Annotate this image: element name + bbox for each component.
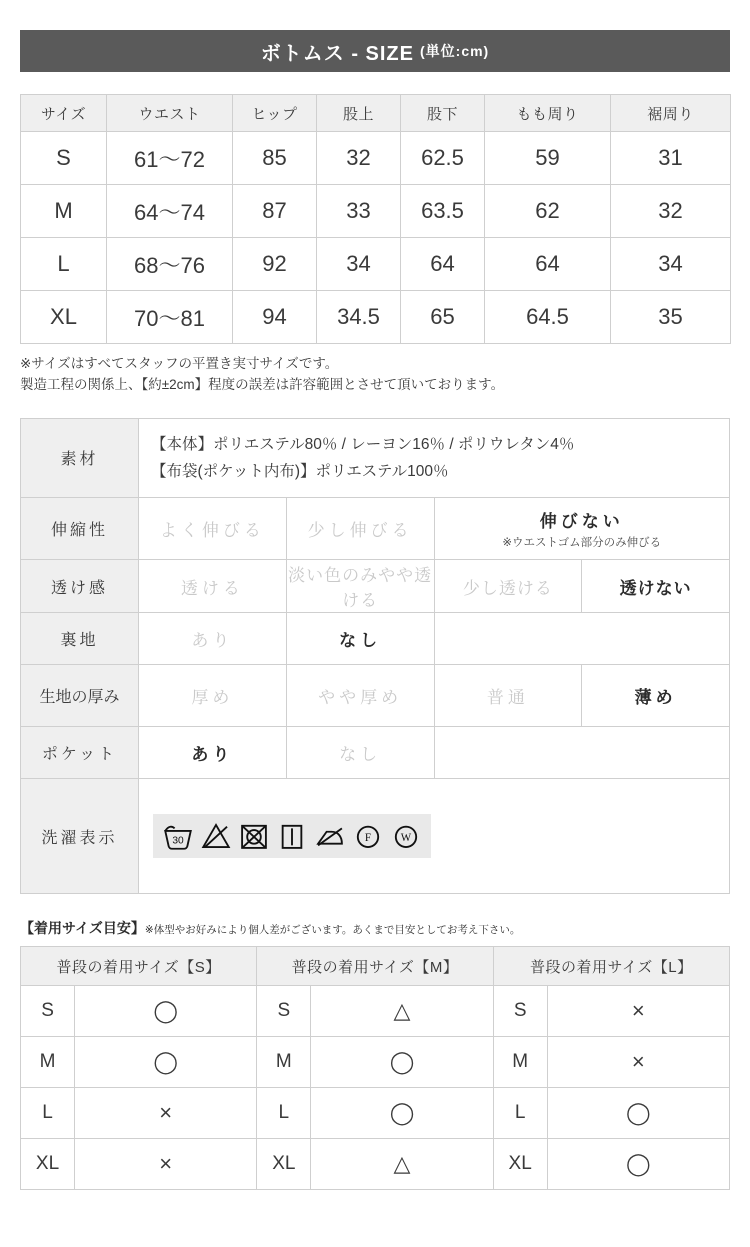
spec-label-material: 素材 [21, 418, 139, 497]
guide-size-label: XL [21, 1139, 75, 1190]
guide-fit-mark: △ [311, 986, 493, 1037]
lining-option-no-label: なし [339, 631, 382, 651]
col-header-waist: ウエスト [107, 95, 233, 132]
guide-size-label: XL [257, 1139, 311, 1190]
cell-waist: 68〜76 [107, 238, 233, 291]
stretch-option-none-label: 伸びない [539, 512, 624, 532]
sheer-option-none [582, 560, 730, 613]
stretch-option-much [139, 498, 287, 560]
guide-group-header-s: 普段の着用サイズ【S】 [21, 947, 257, 986]
cell-hem: 34 [611, 238, 731, 291]
guide-size-label: L [493, 1088, 547, 1139]
bleach-no-icon [199, 819, 233, 853]
note-line-2: 製造工程の関係上、【約±2cm】程度の誤差は許容範囲とさせて頂いております。 [20, 376, 505, 392]
cell-waist: 61〜72 [107, 132, 233, 185]
spec-label-pocket: ポケット [21, 727, 139, 779]
lining-option-yes-label: あり [191, 631, 234, 651]
spec-row-lining [21, 613, 730, 665]
guide-group-header-l: 普段の着用サイズ【L】 [493, 947, 729, 986]
sheer-option-light-color [286, 560, 434, 613]
guide-fit-mark: ◯ [75, 986, 257, 1037]
stretch-note: ※ウエストゴム部分のみ伸びる [502, 537, 662, 550]
cell-size: M [21, 185, 107, 238]
cell-hip: 87 [233, 185, 317, 238]
laundry-symbol-strip [153, 814, 431, 858]
guide-size-label: L [21, 1088, 75, 1139]
wearing-guide-note: ※体型やお好みにより個人差がございます。あくまで目安としてお考え下さい。 [144, 924, 521, 937]
guide-fit-mark: × [547, 986, 729, 1037]
cell-thigh: 64 [485, 238, 611, 291]
table-header-row [21, 95, 731, 132]
cell-size: S [21, 132, 107, 185]
spec-row-stretch [21, 498, 730, 560]
thickness-option-somewhat-thick [286, 665, 434, 727]
stretch-option-much-label: よく伸びる [159, 521, 265, 541]
cell-thigh: 62 [485, 185, 611, 238]
sheer-option-none-label: 透けない [619, 578, 692, 598]
guide-size-label: S [257, 986, 311, 1037]
svg-text:F: F [364, 832, 372, 845]
sheer-option-light-color-label: 淡い色のみやや透ける [288, 566, 433, 611]
cell-size: L [21, 238, 107, 291]
spec-label-laundry: 洗濯表示 [21, 779, 139, 894]
cell-hip: 92 [233, 238, 317, 291]
table-row [21, 291, 731, 344]
col-header-inseam: 股下 [401, 95, 485, 132]
size-spec-page [0, 30, 750, 1247]
guide-size-label: XL [493, 1139, 547, 1190]
thickness-option-thick [139, 665, 287, 727]
measurement-notes [20, 354, 730, 396]
guide-fit-mark: × [75, 1088, 257, 1139]
guide-fit-mark: ◯ [311, 1037, 493, 1088]
cell-rise: 34 [317, 238, 401, 291]
cell-thigh: 64.5 [485, 291, 611, 344]
guide-fit-mark: × [547, 1037, 729, 1088]
spec-label-sheer: 透け感 [21, 560, 139, 613]
guide-fit-mark: ◯ [311, 1088, 493, 1139]
guide-fit-mark: ◯ [547, 1139, 729, 1190]
cell-waist: 70〜81 [107, 291, 233, 344]
page-title-unit: (単位:cm) [420, 43, 490, 59]
sheer-option-sheer-label: 透ける [180, 578, 244, 598]
cell-hem: 31 [611, 132, 731, 185]
spec-label-stretch: 伸縮性 [21, 498, 139, 560]
spec-value-laundry [139, 779, 730, 894]
col-header-hip: ヒップ [233, 95, 317, 132]
sheer-option-slight-label: 少し透ける [462, 578, 553, 598]
cell-inseam: 63.5 [401, 185, 485, 238]
thickness-option-thin-label: 薄め [634, 688, 677, 708]
lining-option-yes [139, 613, 287, 665]
svg-text:W: W [400, 832, 412, 845]
wet-clean-w-icon [389, 819, 423, 853]
cell-hem: 32 [611, 185, 731, 238]
spec-label-lining: 裏地 [21, 613, 139, 665]
guide-header-row [21, 947, 730, 986]
table-row [21, 185, 731, 238]
cell-inseam: 62.5 [401, 132, 485, 185]
material-line-2: 【布袋(ポケット内布)】ポリエステル100％ [151, 462, 449, 480]
guide-row [21, 986, 730, 1037]
col-header-size: サイズ [21, 95, 107, 132]
dryclean-f-icon [351, 819, 385, 853]
page-title: ボトムス - SIZE [260, 42, 414, 65]
cell-size: XL [21, 291, 107, 344]
tumble-dry-no-icon [237, 819, 271, 853]
cell-rise: 33 [317, 185, 401, 238]
stretch-option-slight [286, 498, 434, 560]
cell-rise: 32 [317, 132, 401, 185]
table-row [21, 238, 731, 291]
sheer-option-slight [434, 560, 582, 613]
stretch-option-slight-label: 少し伸びる [307, 521, 413, 541]
spec-row-pocket [21, 727, 730, 779]
thickness-option-thin [582, 665, 730, 727]
spec-row-sheer [21, 560, 730, 613]
thickness-option-normal-label: 普通 [486, 688, 529, 708]
wearing-size-guide-table [20, 946, 730, 1190]
col-header-thigh: もも周り [485, 95, 611, 132]
guide-size-label: M [21, 1037, 75, 1088]
thickness-option-normal [434, 665, 582, 727]
wearing-guide-heading [20, 918, 730, 938]
pocket-option-no-label: なし [339, 745, 382, 765]
guide-fit-mark: ◯ [75, 1037, 257, 1088]
guide-fit-mark: △ [311, 1139, 493, 1190]
guide-row [21, 1139, 730, 1190]
guide-fit-mark: ◯ [547, 1088, 729, 1139]
spec-row-material [21, 418, 730, 497]
guide-row [21, 1088, 730, 1139]
size-measurement-table [20, 94, 731, 344]
thickness-option-thick-label: 厚め [191, 688, 234, 708]
cell-waist: 64〜74 [107, 185, 233, 238]
iron-no-icon [313, 819, 347, 853]
material-line-1: 【本体】ポリエステル80％ / レーヨン16％ / ポリウレタン4％ [151, 435, 575, 453]
cell-inseam: 64 [401, 238, 485, 291]
cell-hip: 94 [233, 291, 317, 344]
wash-tub-30-icon [161, 819, 195, 853]
spec-row-thickness [21, 665, 730, 727]
guide-fit-mark: × [75, 1139, 257, 1190]
sheer-option-sheer [139, 560, 287, 613]
cell-thigh: 59 [485, 132, 611, 185]
thickness-option-somewhat-thick-label: やや厚め [318, 688, 403, 708]
page-title-bar [20, 30, 730, 72]
guide-size-label: S [21, 986, 75, 1037]
table-row [21, 132, 731, 185]
guide-size-label: S [493, 986, 547, 1037]
guide-size-label: M [257, 1037, 311, 1088]
cell-hem: 35 [611, 291, 731, 344]
cell-inseam: 65 [401, 291, 485, 344]
spec-label-thickness: 生地の厚み [21, 665, 139, 727]
guide-row [21, 1037, 730, 1088]
pocket-option-yes-label: あり [191, 745, 234, 765]
pocket-option-yes [139, 727, 287, 779]
lining-empty-cell [434, 613, 730, 665]
lining-option-no [286, 613, 434, 665]
pocket-option-no [286, 727, 434, 779]
stretch-option-none [434, 498, 730, 560]
col-header-hem: 裾周り [611, 95, 731, 132]
spec-row-laundry [21, 779, 730, 894]
pocket-empty-cell [434, 727, 730, 779]
guide-size-label: L [257, 1088, 311, 1139]
col-header-rise: 股上 [317, 95, 401, 132]
product-spec-table [20, 418, 730, 894]
note-line-1: ※サイズはすべてスタッフの平置き実寸サイズです。 [20, 356, 339, 371]
spec-value-material [139, 418, 730, 497]
guide-size-label: M [493, 1037, 547, 1088]
guide-group-header-m: 普段の着用サイズ【M】 [257, 947, 493, 986]
cell-hip: 85 [233, 132, 317, 185]
drip-dry-hang-icon [275, 819, 309, 853]
wearing-guide-title: 【着用サイズ目安】 [20, 920, 145, 937]
svg-text:30: 30 [172, 835, 184, 847]
cell-rise: 34.5 [317, 291, 401, 344]
